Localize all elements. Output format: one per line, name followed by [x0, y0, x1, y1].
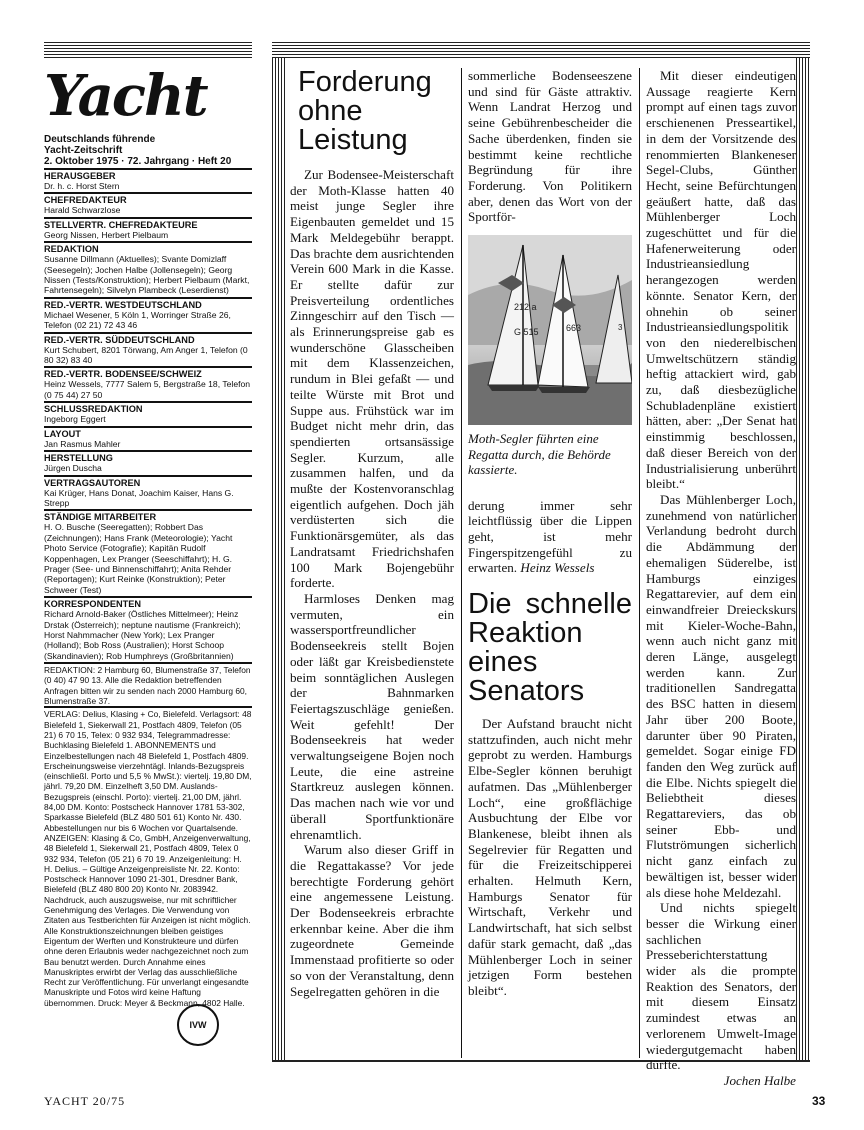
article2-paragraph: Mit dieser eindeutigen Aussage reagierte Kern prompt auf einen tags zuvor erschienenen Presseartikel, in dem der Vorsitzende des renommierten Blankeneser Segel-Clubs, Günther Hecht, seine Befürchtungen geäußert hatte, daß das Mühlenberger Loch zugeschüttet und für die Hafenerweiterung oder Industrieansiedlung herangezogen werden könnte. Senator Kern, der ohnehin ob seiner Industrieansiedlungspolitik von den niederelbischen Umweltschützern ständig heftig attackiert wird, gab zu, daß diesbezügliche Schubladenpläne existiert hätten, aber: „Der Senat hat einstimmig beschlossen, daß dieser Bereich von der Industrialisierung unberührt bleibt.“ [646, 68, 796, 492]
impressum-text: Kai Krüger, Hans Donat, Joachim Kaiser, Hans G. Strepp [44, 487, 234, 508]
impressum-heading: RED.-VERTR. BODENSEE/SCHWEIZ [44, 366, 252, 379]
impressum-text: Ingeborg Eggert [44, 414, 106, 425]
sail-number: 663 [566, 323, 582, 334]
footer-issue: YACHT 20/75 [44, 1094, 126, 1108]
article2-lead: Der Aufstand braucht nicht stattzufinden, auch nicht mehr geprobt zu werden. Hamburgs Elbe-Segler können beruhigt aufatmen. Das „Mühlenberger Loch“, eine großflächige Ausbuchtung der Elbe vor Blankenese, bleibt ihnen als Segelrevier für Regatten und für die Freizeitschipperei erhalten. Helmuth Kern, Hamburgs Senator für Wirtschaft, Verkehr und Landwirtschaft, hat sich selbst dafür stark gemacht, daß „das Mühlenberger Loch in seiner jetzigen Form bestehen bleibt“. [468, 716, 632, 998]
article1-paragraph: Warum also dieser Griff in die Regattakasse? Vor jede berechtigte Forderung gehört eine angemessene Leistung. Der Bodenseekreis erbrachte erkennbar keine. Aber die ihm zugeordnete Gemeinde Immenstaad profitierte so oder so von der Veranstaltung, denn Segelregatten gehören in die [290, 842, 454, 999]
article2-headline: Die schnelle Reaktion eines Senators [468, 588, 632, 708]
impressum-heading: HERAUSGEBER [44, 168, 252, 181]
article2-author: Jochen Halbe [723, 1073, 796, 1088]
article1-ending: derung immer sehr leichtflüssig über die Lippen geht, ist mehr Fingerspitzengefühl zu erwarten. [468, 497, 632, 576]
impressum-block [44, 332, 252, 366]
impressum-heading: CHEFREDAKTEUR [44, 192, 252, 205]
impressum [44, 168, 252, 661]
impressum-block [44, 297, 252, 331]
impressum-heading: VERTRAGSAUTOREN [44, 475, 252, 488]
impressum-text: Georg Nissen, Herbert Pielbaum [44, 229, 169, 240]
impressum-heading: REDAKTION [44, 241, 252, 254]
redaktion-address: REDAKTION: 2 Hamburg 60, Blumenstraße 37, Telefon (0 40) 47 90 13. Alle die Redaktion betreffenden Anfragen bitten wir zu senden nach 2000 Hamburg 60, Blumenstraße 37. [44, 662, 252, 706]
impressum-heading: KORRESPONDENTEN [44, 596, 252, 609]
impressum-text: Heinz Wessels, 7777 Salem 5, Bergstraße 18, Telefon (0 75 44) 27 50 [44, 379, 251, 400]
impressum-heading: STELLVERTR. CHEFREDAKTEURE [44, 217, 252, 230]
frame-left-hatch [272, 58, 286, 1062]
sail-number: 3 [618, 323, 623, 333]
impressum-block [44, 509, 252, 595]
ivw-logo: IVW [177, 1004, 219, 1046]
masthead-hatch-bar [44, 42, 252, 58]
column-3 [646, 68, 796, 1089]
logo-area [44, 63, 252, 129]
verlag-info: VERLAG: Delius, Klasing + Co, Bielefeld. Verlagsort: 48 Bielefeld 1, Siekerwall 21, Postfach 4809, Telefon (05 21) 6 70 15, Telex: 0 932 934, Telegrammadresse: Buchklasing Bielefeld 1. ABONNEMENTS und Einzelbestellungen nach 48 Bielefeld 1, Postfach 4809. Erscheinungsweise vierzehntägl. Inlands-Bezugspreis (einschließl. Porto und 5,5 % MwSt.): viertelj. 19,80 DM, jährl. 79,20 DM. Einzelheft 3,50 DM. Auslands-Bezugspreis (einschl. Porto): viertelj. 21,00 DM, jährl. 84,00 DM. Konto: Postscheck Hannover 1781 53-302, Sparkasse Bielefeld (BLZ 480 501 61) Konto Nr. 430. Abbestellungen nur bis 6 Wochen vor Quartalsende. ANZEIGEN: Klasing & Co, GmbH, Anzeigenverwaltung, 48 Bielefeld 1, Siekerwall 21, Postfach 4809, Telex 0 932 934, Telefon (05 21) 6 70 19. Anzeigenleitung: H. H. Delius. – Gültige Anzeigenpreisliste Nr. 22. Konto: Postscheck Hannover 1090 21-301, Dresdner Bank, Bielefeld (BLZ 480 800 20) Konto Nr. 2083942. Nachdruck, auch auszugsweise, nur mit schriftlicher Genehmigung des Verlages. Die Verwendung von Zitaten aus Testberichten für Anzeigen ist nicht möglich. Alle Konstruktionszeichnungen bleiben geistiges Eigentum der Werften und Konstrukteure und dürfen ohne deren Erlaubnis weder nachgezeichnet noch zum Bau benutzt werden. Durch Annahme eines Manuskriptes erwirbt der Verlag das ausschließliche Recht zur Veröffentlichung. Für unverlangt eingesandte Manuskripte und Fotos wird keine Haftung übernommen. Druck: Meyer & Beckmann, 4802 Halle. [44, 706, 252, 1008]
impressum-heading: RED.-VERTR. WESTDEUTSCHLAND [44, 297, 252, 310]
impressum-text: Dr. h. c. Horst Stern [44, 181, 120, 191]
impressum-block [44, 401, 252, 424]
impressum-text: Jan Rasmus Mahler [44, 438, 121, 449]
photo-caption: Moth-Segler führten eine Regatta durch, die Behörde kassierte. [468, 431, 611, 478]
impressum-text: Jürgen Duscha [44, 463, 102, 474]
article2-paragraph: Und nichts spiegelt besser die Wirkung einer sachlichen Presseberichterstattung wider als die prompte Reaktion des Senators, der mit diesem Einsatz zumindest etwas an verlorenem Umwelt-Image wiedergutgemacht haben dürfte. [646, 900, 796, 1073]
column-rule [639, 68, 640, 1058]
frame-right-hatch [796, 58, 810, 1062]
article1-paragraph: sommerliche Bodenseeszene und sind für Gäste attraktiv. Wenn Landrat Herzog und seine Gebührenbescheider die Sache überdenken, finden sie bestimmt keine rechtliche Begründung für ihre Forderung. Von Politikern aber, denen das Wort von der Sportför- [468, 68, 632, 225]
impressum-block [44, 192, 252, 215]
frame-top-hatch [272, 42, 810, 58]
tagline-line: Deutschlands führende [44, 134, 156, 145]
article2-paragraph: Das Mühlenberger Loch, zunehmend von natürlicher Verlandung bedroht durch die Abdämmung der ehemaligen Süderelbe, ist Hamburgs einziges Regattarevier, auf dem ein einwandfreier Dreieckskurs mit Kieler-Woche-Bahn, wenn auch nicht ganz mit deren Länge, ausgelegt werden kann. Zur traditionellen Sandregatta des BSC hatten in diesem Jahr über 200 Boote, darunter über 90 Piraten, gemeldet. Sogar einige FD fanden den Weg zurück auf die Elbe. Nichts spiegelt die Beliebtheit dieses Regattareviers, das ob seiner Ebb- und Flutströmungen sicherlich nicht ganz einfach zu bewältigen ist, besser wider als diese hohe Meldezahl. [646, 491, 796, 900]
impressum-heading: STÄNDIGE MITARBEITER [44, 509, 252, 522]
tagline-line: Yacht-Zeitschrift [44, 145, 123, 156]
impressum-block [44, 596, 252, 661]
article1-author: Heinz Wessels [520, 560, 595, 576]
impressum-heading: SCHLUSSREDAKTION [44, 401, 252, 414]
moth-sailing-photo [468, 235, 632, 425]
impressum-block [44, 241, 252, 296]
article1-paragraph-end [468, 498, 632, 577]
column-rule [461, 68, 462, 1058]
impressum-heading: LAYOUT [44, 426, 252, 439]
article1-headline: Forderung ohne Leistung [298, 66, 432, 156]
impressum-text: Kurt Schubert, 8201 Törwang, Am Anger 1, Telefon (0 80 32) 83 40 [44, 344, 248, 366]
issue-date: 2. Oktober 1975 · 72. Jahrgang · Heft 20 [44, 156, 232, 167]
article1-paragraph: Harmloses Denken mag vermuten, ein wassersportfreundlicher Bodenseekreis stellt Bojen oder läßt gar Kreisbedienstete beim sonntäglichen Auslegen der Bahnmarken Feiertagszuschläge genießen. Weit gefehlt! Der Bodenseekreis hat weder verwaltungseigene Bojen noch Leute, die eine astreine Startkreuz auslegen können. Das machen nach wie vor und überall Sportfunktionäre ehrenamtlich. [290, 590, 454, 842]
sail-number: G 515 [514, 327, 539, 338]
sailboats-illustration [468, 235, 632, 425]
tagline [44, 134, 252, 167]
impressum-block [44, 217, 252, 240]
article1-paragraph: Zur Bodensee-Meisterschaft der Moth-Klasse hatten 40 meist junge Segler ihre Eigenbauten gemeldet und 15 Mark Meldegebühr berappt. Das brachte dem ausrichtenden Verein 600 Mark in die Kasse. Er stellte dafür zur Preisverteilung ordentliches Zinngeschirr auf den Tisch — als Erinnerungspreise gab es wunderschöne Glasscheiben mit dem Klassenzeichen, rundum in Blei gefaßt — und teilte Würste mit Brot und Suppe aus. Frühstück war im Budget nicht mehr drin, das spendierten ortsansässige Segler. Kurzum, alle zusammen halfen, und da mußte der Kostenvoranschlag eigentlich aufgehen. Doch jäh verdüsterten sich die Funktionärsgemüter, als das Landratsamt Friedrichshafen 100 Mark Bojengebühr forderte. [290, 167, 454, 591]
impressum-heading: RED.-VERTR. SÜDDEUTSCHLAND [44, 332, 252, 345]
impressum-block [44, 426, 252, 449]
yacht-logo: Yacht [44, 63, 207, 129]
impressum-text: Harald Schwarzlose [44, 205, 121, 216]
column-2 [468, 68, 632, 999]
page-number: 33 [812, 1094, 826, 1108]
impressum-text: Susanne Dillmann (Aktuelles); Svante Domizlaff (Seesegeln); Jochen Halbe (Jollensegeln); Georg Nissen (Tests/Konstruktion); Herbert Pielbaum (Markt, Fahrtensegeln); Silvelyn Plambeck (Leserdienst) [44, 254, 250, 296]
impressum-text: H. O. Busche (Seeregatten); Robbert Das (Zeichnungen); Hans Frank (Meteorologie); Yacht Photo Service (Fotografie); Kapitän Rudolf Koppenhagen, Lex Pranger (Seeschiffahrt); H. G. Prager (See- und Binnenschiffahrt); Anita Rehder (Reportagen); Kurt Reinke (Konstruktion); Peter Schweer (Test) [44, 522, 233, 595]
column-1 [290, 68, 454, 999]
impressum-block [44, 168, 252, 191]
impressum-text: Richard Arnold-Baker (Östliches Mittelmeer); Heinz Drstak (Österreich); neptune nautisme (Frankreich); Horst Nahmmacher (New York); Lex Pranger (Holland); Bob Ross (Australien); Horst Schoop (Skandinavien); Rob Humphreys (Großbritannien) [44, 609, 241, 661]
impressum-block [44, 450, 252, 473]
impressum-block [44, 366, 252, 400]
impressum-heading: HERSTELLUNG [44, 450, 252, 463]
masthead-column [44, 42, 252, 1008]
impressum-block [44, 475, 252, 509]
sail-number: 212 a [514, 302, 537, 313]
impressum-text: Michael Wesener, 5 Köln 1, Worringer Straße 26, Telefon (02 21) 72 43 46 [44, 309, 231, 331]
